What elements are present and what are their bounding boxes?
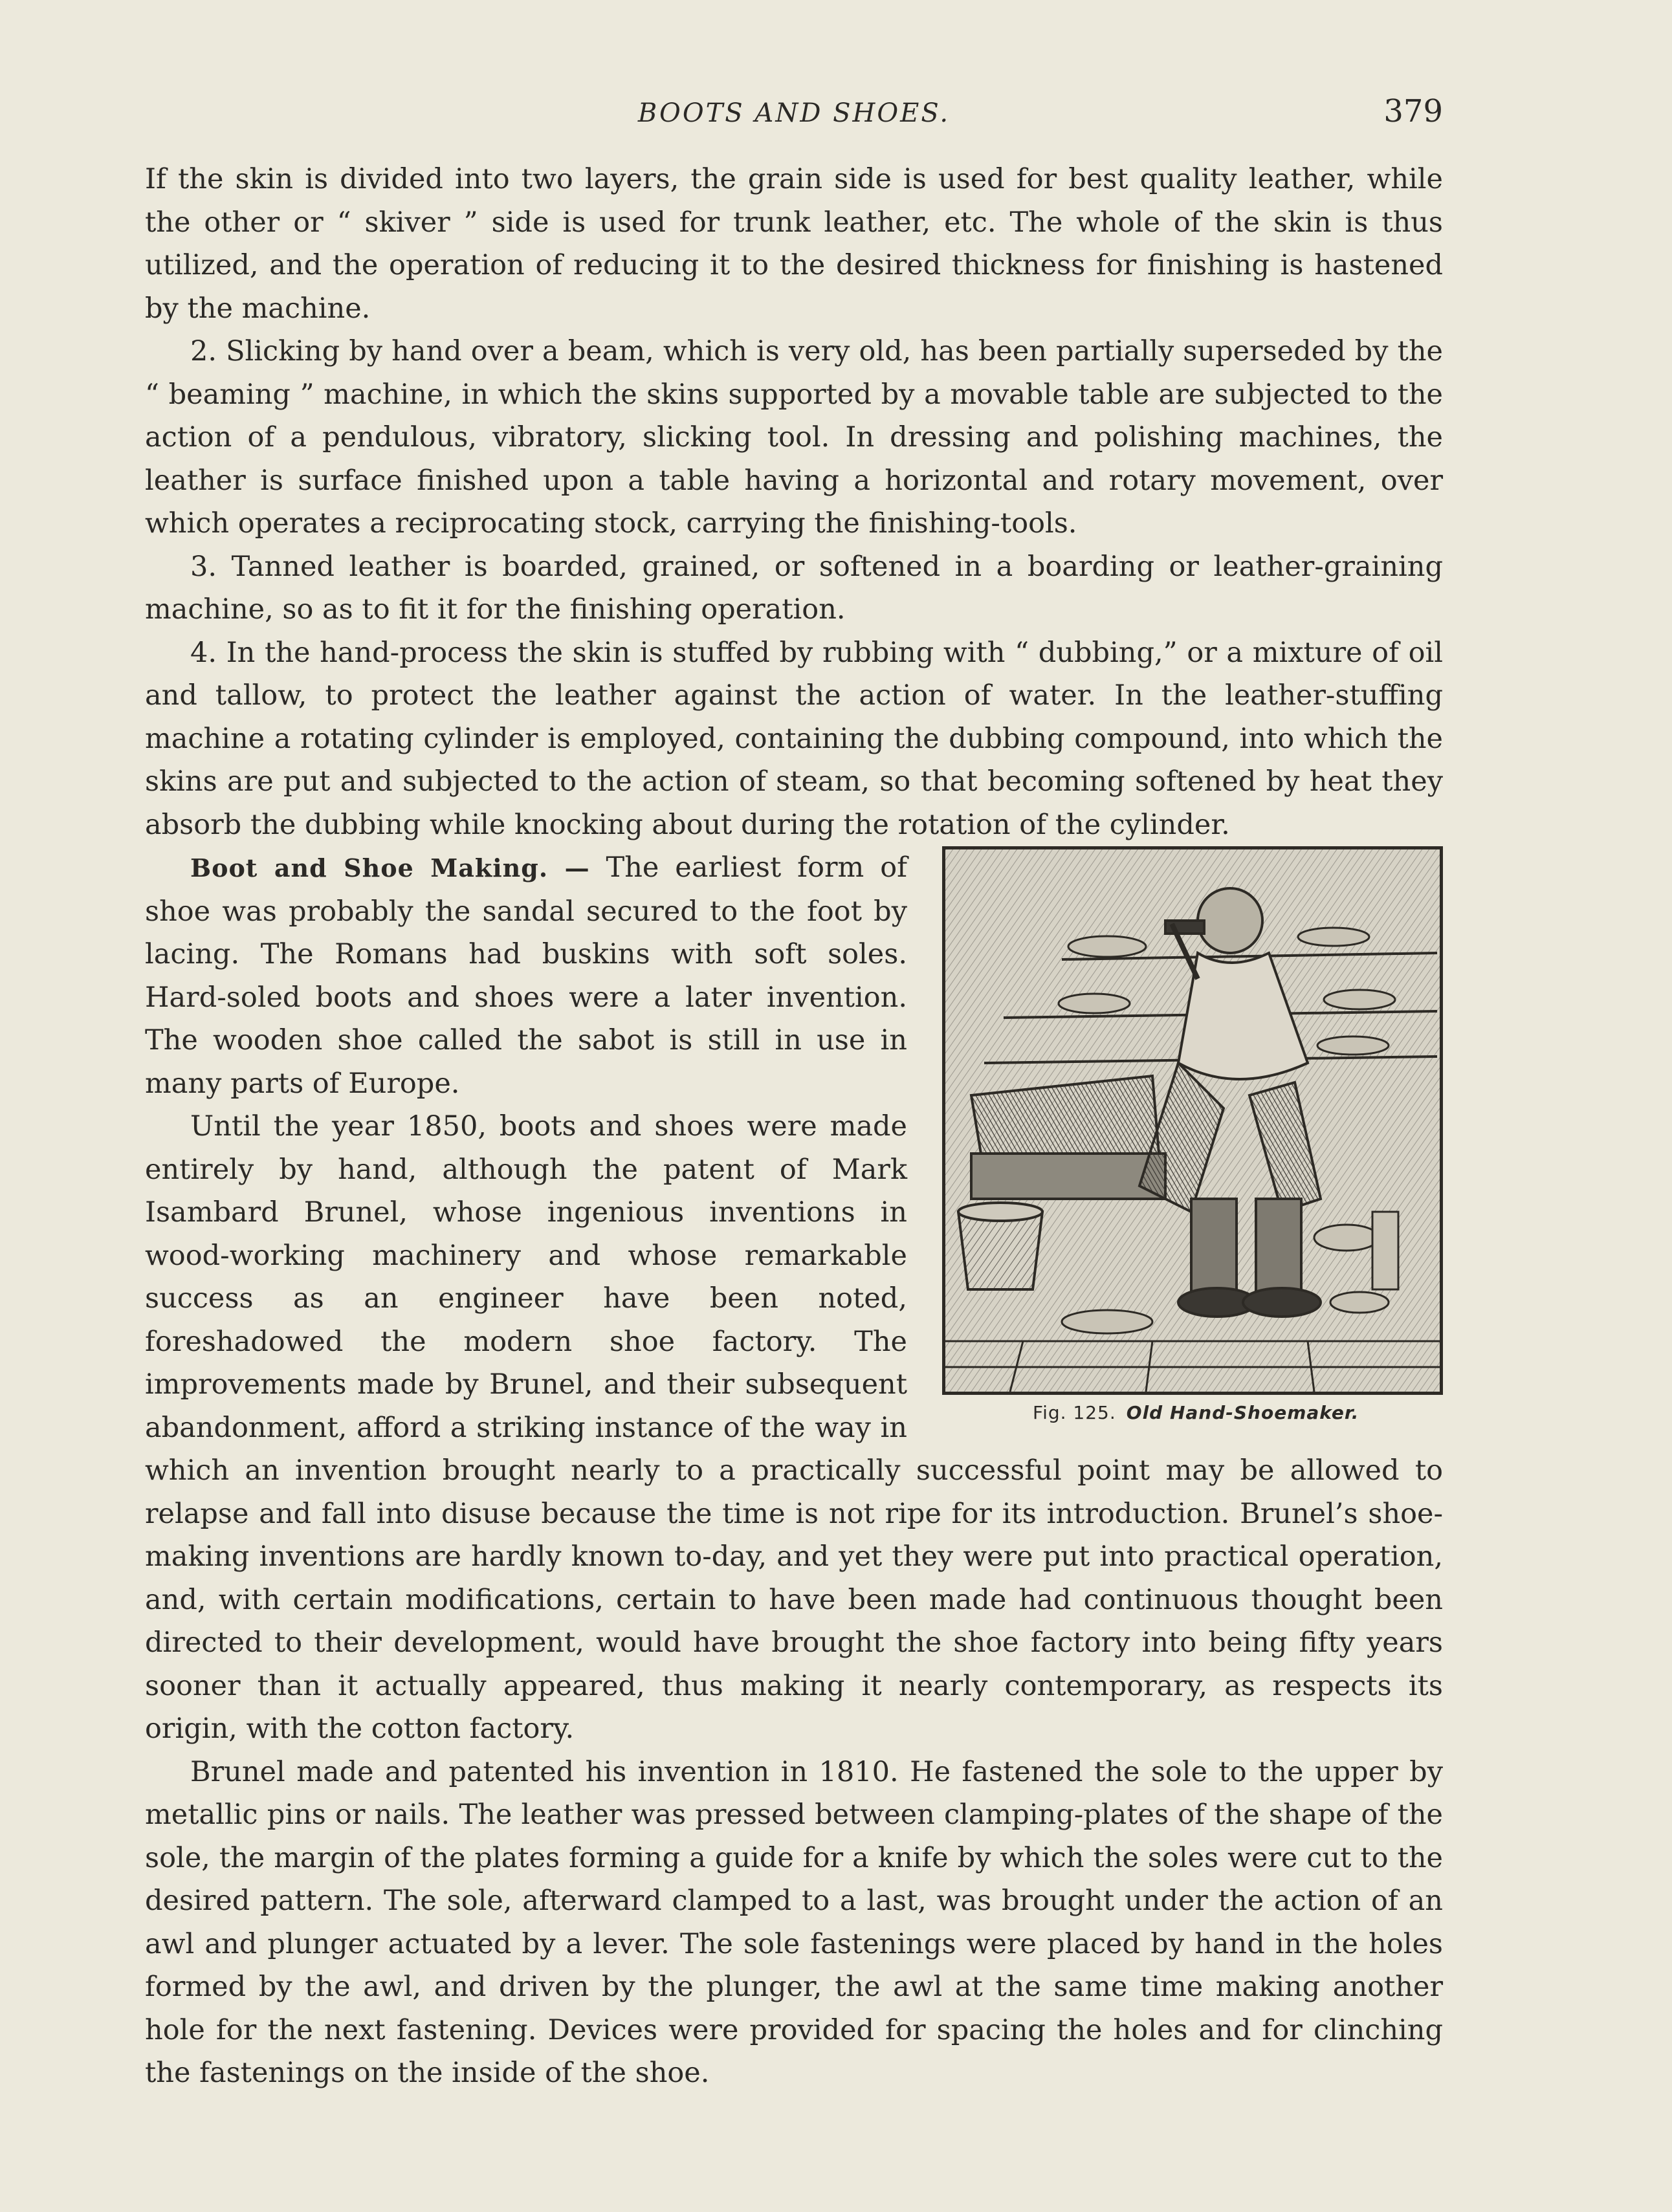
paragraph-boot-and-shoe-making-text: The earliest form of shoe was probably the sandal secured to the foot by lacing. The Romans had buskins with soft soles. Hard-soled boots and shoes were a later invention. The wooden shoe called the sabot is still in use in many parts of Europe. (145, 851, 908, 1100)
body-text (145, 158, 1443, 2095)
paragraph-skin-layers: If the skin is divided into two layers, the grain side is used for best quality leather, while the other or “ skiver ” side is used for trunk leather, etc. The whole of the skin is thus utilized, and the operation of reducing it to the desired thickness for finishing is hastened by the machine. (145, 163, 1443, 325)
paragraph-boarding: 3. Tanned leather is boarded, grained, or softened in a boarding or leather-graining machine, so as to fit it for the finishing operation. (145, 550, 1443, 626)
paragraph-slicking: 2. Slicking by hand over a beam, which is very old, has been partially superseded by the “ beaming ” machine, in which the skins supported by a movable table are subjected to the action of a pendulous, vibratory, slicking tool. In dressing and polishing machines, the leather is surface finished upon a table having a horizontal and rotary movement, over which operates a reciprocating stock, carrying the finishing-tools. (145, 335, 1443, 540)
running-title: BOOTS AND SHOES. (637, 98, 951, 128)
paragraph-stuffing: 4. In the hand-process the skin is stuffed by rubbing with “ dubbing,” or a mixture of oil and tallow, to protect the leather against the action of water. In the leather-stuffing machine a rotating cylinder is employed, containing the dubbing compound, into which the skins are put and subjected to the action of steam, so that becoming softened by heat they absorb the dubbing while knocking about during the rotation of the cylinder. (145, 636, 1443, 841)
figure-caption (1033, 1400, 1443, 1426)
figure-title: Old Hand-Shoemaker. (1126, 1402, 1359, 1423)
work-bench (971, 1076, 1165, 1199)
bucket (958, 1203, 1042, 1289)
running-head (145, 91, 1443, 136)
figure-label: Fig. 125. (1033, 1402, 1116, 1423)
shoemaker-illustration (945, 849, 1440, 1392)
page-number: 379 (1383, 93, 1443, 129)
section-heading: Boot and Shoe Making. — (190, 853, 590, 882)
shoemaker-engraving (942, 846, 1443, 1395)
paragraph-brunel-history: Until the year 1850, boots and shoes were made entirely by hand, although the patent of Mark Isambard Brunel, whose ingenious inventions in wood-working machinery and whose remarkable success as an engineer have been noted, foreshadowed the modern shoe factory. The improvements made by Brunel, and their subsequent abandonment, afford a striking instance of the way in which an invention brought nearly to a practically successful point may be allowed to relapse and fall into disuse because the time is not ripe for its introduction. Brunel’s shoe-making inventions are hardly known to-day, and yet they were put into practical operation, and, with certain modifications, certain to have been made had continuous thought been directed to their development, would have brought the shoe factory into being fifty years sooner than it actually appeared, thus making it nearly contemporary, as respects its origin, with the cotton factory. (145, 1110, 1443, 1745)
paragraph-brunel-invention: Brunel made and patented his invention in 1810. He fastened the sole to the upper by metallic pins or nails. The leather was pressed between clamping-plates of the shape of the sole, the margin of the plates forming a guide for a knife by which the soles were cut to the desired pattern. The sole, afterward clamped to a last, was brought under the action of an awl and plunger actuated by a lever. The sole fastenings were placed by hand in the holes formed by the awl, and driven by the plunger, the awl at the same time making another hole for the next fastening. Devices were provided for spacing the holes and for clinching the fastenings on the inside of the shoe. (145, 1755, 1443, 2089)
figure-old-hand-shoemaker (942, 846, 1443, 1423)
